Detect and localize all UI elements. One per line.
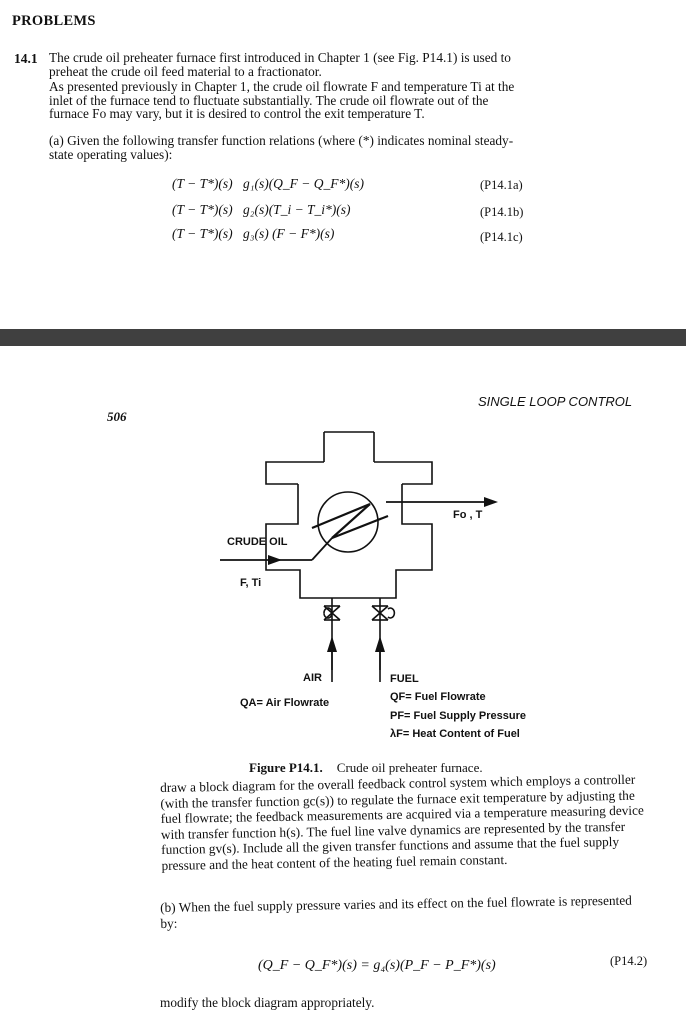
part-a-continued: draw a block diagram for the overall feedback control system which employs a controller (with the transfer function gc(s)) to regulate the furnace exit temperature by adjusting the fuel flowrate; the feedback measurements are acquired via a temperature measuring device with transfer function h(s). The fuel line valve dynamics are represented by the transfer function gv(s). Include all the given transfer functions and assume that the fuel supply pressure and the heat content of the heating fuel remain constant. [160,771,644,873]
equation-1a-label: (P14.1a) [480,178,523,192]
equation-1b-lhs: (T − T*)(s) [172,202,233,217]
equation-1c-label: (P14.1c) [480,230,523,244]
problem-number: 14.1 [14,51,38,66]
figure-caption-text: Crude oil preheater furnace. [336,760,483,775]
page-divider [0,329,686,346]
label-crude-oil: CRUDE OIL [227,536,288,548]
figure-number: Figure P14.1. [249,760,323,775]
label-inlet: F, Ti [240,577,262,589]
equation-p14-2: (Q_F − Q_F*)(s) = g₄(s)(P_F − P_F*)(s) [258,958,496,973]
equation-1c-rhs: g₃(s) (F − F*)(s) [243,226,335,241]
equation-p14-2-label: (P14.2) [610,954,648,968]
figure-caption [249,760,483,776]
legend-air-flowrate: QA= Air Flowrate [240,697,330,709]
problem-part-a: (a) Given the following transfer function relations (where (*) indicates nominal steady-state operating values): [49,133,514,162]
equation-1c-lhs: (T − T*)(s) [172,226,233,241]
running-head: SINGLE LOOP CONTROL [478,394,633,409]
outlet-arrow-icon [484,497,498,507]
air-arrow-icon [327,636,337,652]
equation-1a-rhs: g₁(s)(Q_F − Q_F*)(s) [243,176,365,191]
fuel-arrow-icon [375,636,385,652]
equation-1b-label: (P14.1b) [480,205,524,219]
legend-fuel-flowrate: QF= Fuel Flowrate [390,691,486,703]
equation-1a-lhs: (T − T*)(s) [172,176,233,191]
label-fuel: FUEL [390,673,419,685]
problem-intro: The crude oil preheater furnace first introduced in Chapter 1 (see Fig. P14.1) is used to preheat the crude oil feed material to a fractionator. [49,50,511,79]
furnace-diagram [220,420,540,690]
legend-fuel-heat-content: λF= Heat Content of Fuel [390,728,520,740]
section-heading: PROBLEMS [12,13,96,29]
problem-paragraph-2: As presented previously in Chapter 1, the crude oil flowrate F and temperature Ti at the inlet of the furnace tend to fluctuate substantially. The crude oil flowrate out of the furnace Fo may vary, but it is desired to control the exit temperature T. [49,79,515,122]
inlet-arrow-icon [268,555,282,565]
label-outlet: Fo , T [453,509,483,521]
closing-text: modify the block diagram appropriately. [160,995,375,1010]
equation-1b-rhs: g₂(s)(T_i − T_i*)(s) [243,202,351,217]
page-number: 506 [107,409,127,424]
label-air: AIR [303,672,322,684]
part-b: (b) When the fuel supply pressure varies and its effect on the fuel flowrate is represented by: [160,892,632,931]
legend-fuel-pressure: PF= Fuel Supply Pressure [390,710,527,722]
